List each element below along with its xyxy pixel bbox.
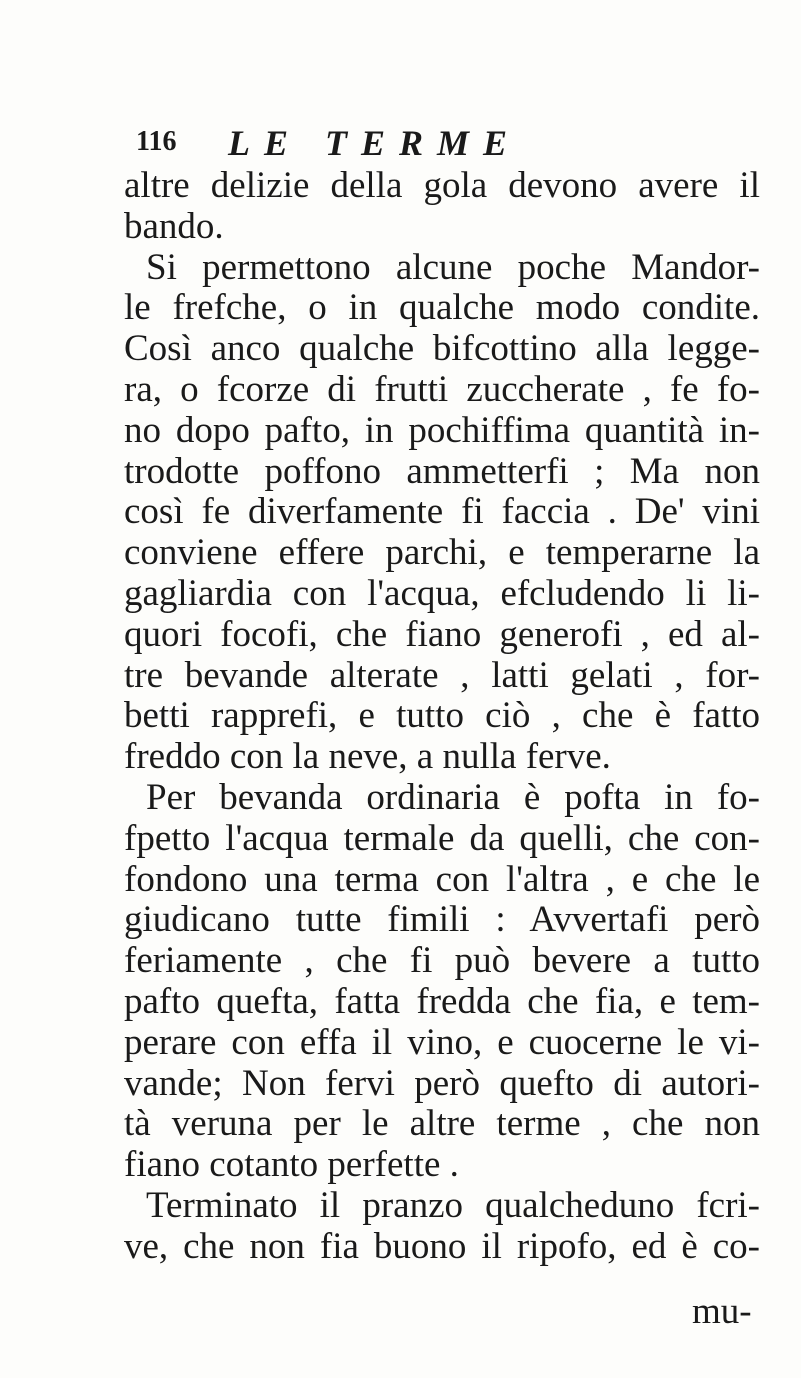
text-line: no dopo pafto, in pochiffima quantità in-: [124, 409, 760, 451]
running-title: LE TERME: [228, 123, 522, 163]
text-line: le frefche, o in qualche modo condite.: [124, 287, 760, 329]
text-line: freddo con la neve, a nulla ferve.: [124, 736, 611, 778]
text-line: trodotte poffono ammetterfi ; Ma non: [124, 450, 760, 492]
body-text: [124, 166, 760, 1268]
text-line: ve, che non fia buono il ripofo, ed è co-: [124, 1225, 760, 1267]
text-line: altre delizie della gola devono avere il: [124, 165, 760, 206]
text-line: tà veruna per le altre terme , che non: [124, 1103, 760, 1145]
text-line: giudicano tutte fimili : Avvertafi però: [124, 899, 760, 941]
text-line: bando.: [124, 205, 224, 247]
text-line: gagliardia con l'acqua, efcludendo li li-: [124, 572, 760, 614]
paragraph-start-line: Si permettono alcune poche Mandor-: [146, 246, 760, 288]
paragraph-start-line: Per bevanda ordinaria è pofta in fo-: [146, 776, 760, 818]
text-line: tre bevande alterate , latti gelati , for-: [124, 654, 760, 696]
text-line: fpetto l'acqua termale da quelli, che con-: [124, 817, 760, 859]
text-line: ra, o fcorze di frutti zuccherate , fe fo-: [124, 368, 760, 410]
text-line: perare con effa il vino, e cuocerne le vi-: [124, 1021, 760, 1063]
text-line: Così anco qualche bifcottino alla legge-: [124, 328, 760, 370]
catchword: mu-: [692, 1291, 752, 1332]
text-line: così fe diverfamente fi faccia . De' vini: [124, 491, 760, 533]
text-line: quori focofi, che fiano generofi , ed al-: [124, 613, 760, 655]
text-line: conviene effere parchi, e temperarne la: [124, 532, 760, 574]
page-number: 116: [136, 126, 177, 157]
text-line: vande; Non fervi però quefto di autori-: [124, 1062, 760, 1104]
text-line: betti rapprefi, e tutto ciò , che è fatto: [124, 695, 760, 737]
text-line: fiano cotanto perfette .: [124, 1144, 459, 1186]
text-line: pafto quefta, fatta fredda che fia, e tem-: [124, 980, 760, 1022]
paragraph-start-line: Terminato il pranzo qualcheduno fcri-: [146, 1184, 760, 1226]
text-line: feriamente , che fi può bevere a tutto: [124, 940, 760, 982]
text-line: fondono una terma con l'altra , e che le: [124, 858, 760, 900]
page-header: [136, 122, 736, 166]
